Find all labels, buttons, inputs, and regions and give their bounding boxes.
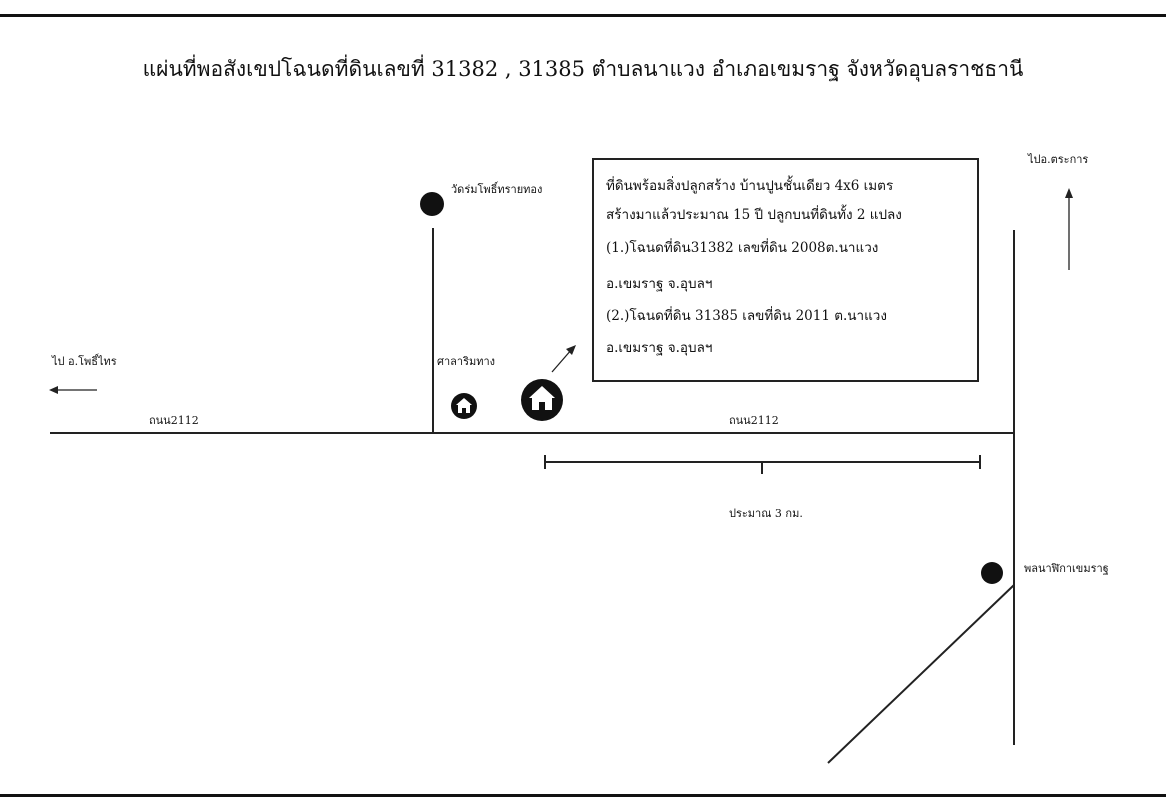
arrow-north-icon (1065, 188, 1073, 270)
hospital-pin-icon (981, 562, 1003, 584)
info-line: สร้างมาแล้วประมาณ 15 ปี ปลูกบนที่ดินทั้ง 2 แปลง (606, 207, 902, 223)
distance-bracket (545, 455, 980, 474)
arrow-west-icon (49, 386, 97, 394)
label-road-right: ถนน2112 (729, 414, 779, 427)
temple-pin-icon (420, 192, 444, 216)
diagonal-road (828, 585, 1014, 763)
label-to-west: ไป อ.โพธิ์ไทร (52, 355, 117, 368)
label-shop: ศาลาริมทาง (437, 355, 496, 368)
info-line: (2.)โฉนดที่ดิน 31385 เลขที่ดิน 2011 ต.นาแวง (606, 308, 887, 324)
map-title: แผ่นที่พอสังเขปโฉนดที่ดินเลขที่ 31382 , 31385 ตำบลนาแวง อำเภอเขมราฐ จังหวัดอุบลราชธานี (142, 57, 1024, 81)
pointer-arrow-icon (552, 345, 576, 372)
small-house-icon (451, 393, 477, 419)
label-hospital: พลนาฬิกาเขมราฐ (1024, 562, 1109, 575)
label-road-left: ถนน2112 (149, 414, 199, 427)
info-line: อ.เขมราฐ จ.อุบลฯ (606, 276, 713, 292)
info-line: (1.)โฉนดที่ดิน31382 เลขที่ดิน 2008ต.นาแวง (606, 240, 879, 256)
label-temple: วัดร่มโพธิ์ทรายทอง (451, 183, 543, 196)
info-line: ที่ดินพร้อมสิ่งปลูกสร้าง บ้านปูนชั้นเดียว 4x6 เมตร (606, 178, 894, 194)
info-line: อ.เขมราฐ จ.อุบลฯ (606, 340, 713, 356)
property-info-box (592, 158, 979, 382)
label-distance: ประมาณ 3 กม. (729, 507, 803, 520)
label-to-north: ไปอ.ตระการ (1028, 153, 1089, 166)
property-house-icon (521, 379, 563, 421)
